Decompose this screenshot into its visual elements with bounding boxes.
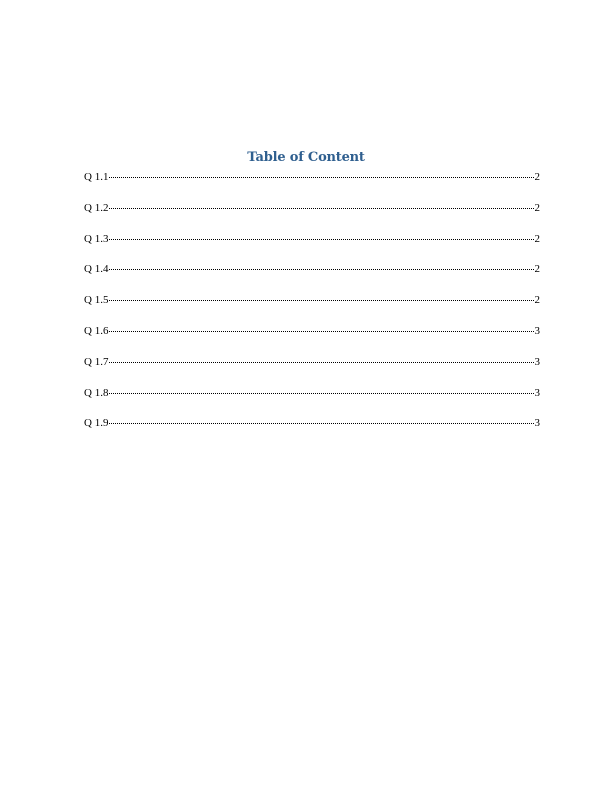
toc-entry-q1-5[interactable] [84,294,540,325]
dot-leader [109,208,533,209]
toc-entry-page-number: 3 [534,417,540,430]
dot-leader [109,239,533,240]
toc-entry-q1-7[interactable] [84,356,540,387]
toc-entry-q1-4[interactable] [84,263,540,294]
toc-entry-page-number: 3 [534,386,540,399]
toc-entry-label: Q 1.9 [84,417,109,430]
toc-entry-label: Q 1.2 [84,201,109,214]
dot-leader [109,177,533,178]
toc-entry-page-number: 2 [534,263,540,276]
toc-entry-label: Q 1.6 [84,324,109,337]
toc-entry-page-number: 2 [534,294,540,307]
toc-entry-label: Q 1.7 [84,355,109,368]
toc-entry-q1-1[interactable] [84,171,540,202]
toc-entry-q1-9[interactable] [84,417,540,448]
dot-leader [109,362,533,363]
toc-entry-q1-3[interactable] [84,233,540,264]
dot-leader [109,300,533,301]
toc-entry-label: Q 1.5 [84,294,109,307]
dot-leader [109,393,533,394]
dot-leader [109,331,533,332]
toc-entry-page-number: 2 [534,171,540,183]
toc-entry-page-number: 3 [534,355,540,368]
toc-title: Table of Content [247,150,365,165]
toc-entry-page-number: 2 [534,232,540,245]
toc-entry-page-number: 2 [534,201,540,214]
toc-entry-page-number: 3 [534,324,540,337]
toc-entry-label: Q 1.1 [84,171,109,183]
toc-entry-label: Q 1.3 [84,232,109,245]
dot-leader [109,423,533,424]
toc-entry-q1-8[interactable] [84,387,540,418]
toc-entry-label: Q 1.8 [84,386,109,399]
toc-list [84,171,540,448]
dot-leader [109,269,533,270]
toc-entry-label: Q 1.4 [84,263,109,276]
toc-entry-q1-2[interactable] [84,202,540,233]
toc-entry-q1-6[interactable] [84,325,540,356]
